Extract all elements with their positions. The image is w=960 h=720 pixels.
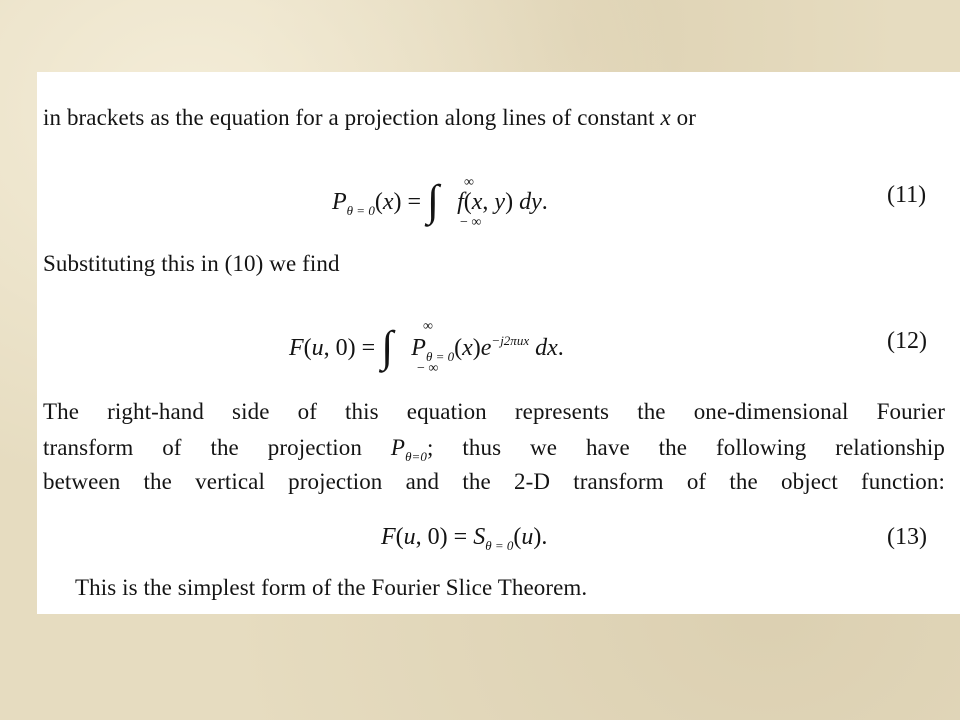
equation-12: F(u, 0) = ∫ ∞ − ∞ $P_{\theta = 0}(x)e^{-j2\pi ux}$ dx. <box>289 319 564 376</box>
paragraph-line-1: The right-hand side of this equation represents the one-dimensional Fourier <box>43 399 945 424</box>
equation-13: F(u, $0) = S_{\theta = 0}(u)$. <box>381 524 548 553</box>
intro-text <box>43 104 696 132</box>
conclusion-text: This is the simplest form of the Fourier Slice Theorem. <box>75 575 588 600</box>
intro-text-part2: or <box>670 105 697 130</box>
paragraph-line-2-part1: transform of the projection <box>43 435 391 460</box>
equation-number-12: (12) <box>887 328 927 354</box>
projection-symbol: P <box>390 435 406 460</box>
intro-text-part1: in brackets as the equation for a projection along lines of constant <box>43 105 661 130</box>
paragraph-line-2 <box>43 434 945 465</box>
equation-number-13: (13) <box>887 524 927 550</box>
substituting-text: Substituting this in (10) we find <box>43 251 340 276</box>
equation-number-11: (11) <box>887 182 927 208</box>
intro-var-x: x <box>660 105 671 130</box>
equation-11: $P_{\theta = 0}(x)$ = ∫ ∞ − ∞ f(x, y) dy. <box>332 175 548 230</box>
document-page <box>37 72 960 614</box>
paragraph-line-3: between the vertical projection and the 2-D transform of the object function: <box>43 469 945 494</box>
projection-subscript: θ=0 <box>405 449 428 464</box>
paragraph-line-2-part2: ; thus we have the following relationship <box>427 435 945 460</box>
